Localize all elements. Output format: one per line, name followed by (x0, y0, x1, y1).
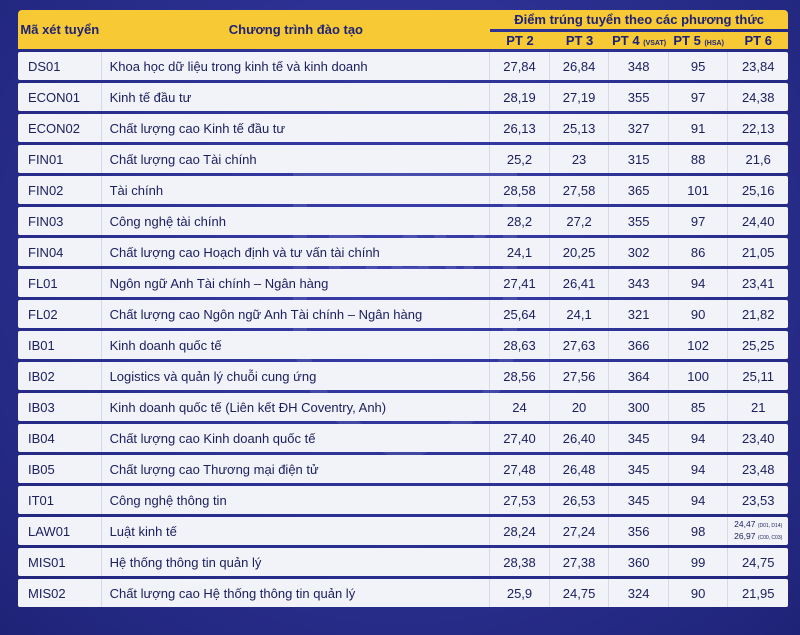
cell-program: Chất lượng cao Kinh doanh quốc tế (102, 424, 491, 452)
cell-pt5: 85 (669, 393, 729, 421)
cell-pt4: 315 (609, 145, 669, 173)
cell-code: DS01 (18, 52, 102, 80)
pt6-note: (D01, D14) (757, 523, 783, 529)
cell-pt4: 355 (609, 207, 669, 235)
cell-program: Chất lượng cao Thương mại điện tử (102, 455, 491, 483)
table-row (18, 114, 788, 142)
cell-code: FIN04 (18, 238, 102, 266)
cell-program: Công nghệ tài chính (102, 207, 491, 235)
cell-code: FL01 (18, 269, 102, 297)
cell-pt6: 21,6 (728, 145, 788, 173)
cell-program: Chất lượng cao Tài chính (102, 145, 491, 173)
cell-pt3: 24,1 (550, 300, 610, 328)
cell-pt3: 27,38 (550, 548, 610, 576)
table-row (18, 207, 788, 235)
cell-pt4: 356 (609, 517, 669, 545)
header-pt4: PT 4 (VSAT) (609, 32, 669, 49)
table-row (18, 424, 788, 452)
cell-pt6: 23,53 (728, 486, 788, 514)
cell-program: Chất lượng cao Hoạch định và tư vấn tài chính (102, 238, 491, 266)
cell-code: IB01 (18, 331, 102, 359)
table-row (18, 486, 788, 514)
cell-pt2: 24 (490, 393, 550, 421)
cell-pt6: 21,05 (728, 238, 788, 266)
cell-program: Kinh doanh quốc tế (Liên kết ĐH Coventry, Anh) (102, 393, 491, 421)
cell-program: Chất lượng cao Hệ thống thông tin quản lý (102, 579, 491, 607)
cell-pt2: 28,56 (490, 362, 550, 390)
table-row (18, 269, 788, 297)
cell-pt5: 95 (669, 52, 729, 80)
cell-code: ECON02 (18, 114, 102, 142)
cell-program: Công nghệ thông tin (102, 486, 491, 514)
cell-code: IB03 (18, 393, 102, 421)
header-code: Mã xét tuyển (18, 10, 102, 49)
header-pt2: PT 2 (490, 32, 550, 49)
cell-pt2: 24,1 (490, 238, 550, 266)
table-row (18, 238, 788, 266)
cell-pt4: 345 (609, 424, 669, 452)
cell-pt5: 100 (669, 362, 729, 390)
cell-program: Khoa học dữ liệu trong kinh tế và kinh doanh (102, 52, 491, 80)
cell-pt5: 86 (669, 238, 729, 266)
header-pt3: PT 3 (550, 32, 610, 49)
cell-pt6: 25,16 (728, 176, 788, 204)
cell-pt4: 302 (609, 238, 669, 266)
cell-pt2: 25,2 (490, 145, 550, 173)
cell-pt3: 27,58 (550, 176, 610, 204)
cell-pt4: 365 (609, 176, 669, 204)
pt6-value: 24,47 (734, 519, 756, 529)
cell-pt4: 343 (609, 269, 669, 297)
cell-pt2: 25,9 (490, 579, 550, 607)
table-row (18, 362, 788, 390)
cell-pt6: 21,82 (728, 300, 788, 328)
table-row (18, 455, 788, 483)
table-row (18, 548, 788, 576)
cell-pt4: 360 (609, 548, 669, 576)
table-row (18, 83, 788, 111)
cell-pt5: 97 (669, 83, 729, 111)
cell-pt2: 27,48 (490, 455, 550, 483)
cell-pt6 (728, 517, 788, 545)
cell-pt6: 21,95 (728, 579, 788, 607)
cell-pt2: 26,13 (490, 114, 550, 142)
cell-pt4: 321 (609, 300, 669, 328)
cell-pt3: 20,25 (550, 238, 610, 266)
pt6-line (730, 531, 786, 543)
cell-program: Logistics và quản lý chuỗi cung ứng (102, 362, 491, 390)
table-row (18, 579, 788, 607)
table-row (18, 331, 788, 359)
cell-pt6: 23,84 (728, 52, 788, 80)
cell-pt6: 23,40 (728, 424, 788, 452)
table-row (18, 176, 788, 204)
cell-pt2: 27,41 (490, 269, 550, 297)
cell-code: IT01 (18, 486, 102, 514)
cell-pt6: 24,40 (728, 207, 788, 235)
cell-pt6: 23,41 (728, 269, 788, 297)
cell-pt3: 26,53 (550, 486, 610, 514)
cell-pt2: 28,63 (490, 331, 550, 359)
cell-pt3: 27,19 (550, 83, 610, 111)
cell-code: IB04 (18, 424, 102, 452)
pt6-note: (C00, C03) (757, 535, 783, 541)
cell-pt3: 25,13 (550, 114, 610, 142)
cell-program: Chất lượng cao Ngôn ngữ Anh Tài chính – Ngân hàng (102, 300, 491, 328)
cell-code: FL02 (18, 300, 102, 328)
cell-pt4: 366 (609, 331, 669, 359)
cell-code: IB05 (18, 455, 102, 483)
table-body (18, 52, 788, 607)
cell-pt4: 345 (609, 455, 669, 483)
cell-pt5: 98 (669, 517, 729, 545)
cell-pt5: 97 (669, 207, 729, 235)
cell-code: MIS02 (18, 579, 102, 607)
header-program: Chương trình đào tạo (102, 10, 491, 49)
cell-pt6: 24,38 (728, 83, 788, 111)
cell-pt6: 23,48 (728, 455, 788, 483)
cell-pt2: 28,24 (490, 517, 550, 545)
cell-code: FIN03 (18, 207, 102, 235)
cell-pt6: 24,75 (728, 548, 788, 576)
cell-pt3: 26,40 (550, 424, 610, 452)
cell-code: ECON01 (18, 83, 102, 111)
cell-pt3: 26,48 (550, 455, 610, 483)
header-methods: Điểm trúng tuyển theo các phương thức (490, 10, 788, 29)
cell-pt3: 26,84 (550, 52, 610, 80)
table-row (18, 145, 788, 173)
cell-pt5: 94 (669, 424, 729, 452)
cell-pt6: 22,13 (728, 114, 788, 142)
cell-pt5: 90 (669, 579, 729, 607)
cell-program: Tài chính (102, 176, 491, 204)
pt6-line (730, 519, 786, 531)
cell-code: MIS01 (18, 548, 102, 576)
cell-pt3: 27,24 (550, 517, 610, 545)
cell-code: FIN02 (18, 176, 102, 204)
cell-program: Ngôn ngữ Anh Tài chính – Ngân hàng (102, 269, 491, 297)
cell-pt5: 99 (669, 548, 729, 576)
cell-pt5: 90 (669, 300, 729, 328)
cell-pt3: 27,63 (550, 331, 610, 359)
cell-program: Chất lượng cao Kinh tế đầu tư (102, 114, 491, 142)
cell-pt5: 88 (669, 145, 729, 173)
cell-code: FIN01 (18, 145, 102, 173)
cell-pt3: 24,75 (550, 579, 610, 607)
cell-pt5: 94 (669, 455, 729, 483)
cell-pt3: 26,41 (550, 269, 610, 297)
cell-pt4: 364 (609, 362, 669, 390)
cell-pt3: 27,2 (550, 207, 610, 235)
cell-pt4: 355 (609, 83, 669, 111)
admission-scores-table (18, 7, 788, 610)
table-row (18, 300, 788, 328)
cell-pt2: 27,53 (490, 486, 550, 514)
cell-pt2: 27,40 (490, 424, 550, 452)
cell-pt2: 27,84 (490, 52, 550, 80)
cell-pt6: 25,11 (728, 362, 788, 390)
cell-pt5: 102 (669, 331, 729, 359)
cell-pt5: 101 (669, 176, 729, 204)
cell-pt2: 28,38 (490, 548, 550, 576)
cell-pt3: 27,56 (550, 362, 610, 390)
header-pt6: PT 6 (728, 32, 788, 49)
cell-program: Kinh tế đầu tư (102, 83, 491, 111)
table-row (18, 393, 788, 421)
cell-pt2: 28,2 (490, 207, 550, 235)
cell-program: Luật kinh tế (102, 517, 491, 545)
cell-program: Hệ thống thông tin quản lý (102, 548, 491, 576)
cell-program: Kinh doanh quốc tế (102, 331, 491, 359)
table-row (18, 52, 788, 80)
cell-pt2: 25,64 (490, 300, 550, 328)
cell-pt6: 25,25 (728, 331, 788, 359)
cell-pt6: 21 (728, 393, 788, 421)
cell-code: IB02 (18, 362, 102, 390)
cell-pt4: 327 (609, 114, 669, 142)
cell-pt4: 348 (609, 52, 669, 80)
cell-pt3: 20 (550, 393, 610, 421)
table-row (18, 517, 788, 545)
cell-pt5: 94 (669, 269, 729, 297)
cell-pt4: 324 (609, 579, 669, 607)
cell-pt4: 345 (609, 486, 669, 514)
header-pt5: PT 5 (HSA) (669, 32, 729, 49)
cell-pt3: 23 (550, 145, 610, 173)
cell-pt5: 94 (669, 486, 729, 514)
cell-pt2: 28,58 (490, 176, 550, 204)
cell-code: LAW01 (18, 517, 102, 545)
pt6-value: 26,97 (734, 531, 756, 541)
cell-pt4: 300 (609, 393, 669, 421)
cell-pt5: 91 (669, 114, 729, 142)
cell-pt2: 28,19 (490, 83, 550, 111)
